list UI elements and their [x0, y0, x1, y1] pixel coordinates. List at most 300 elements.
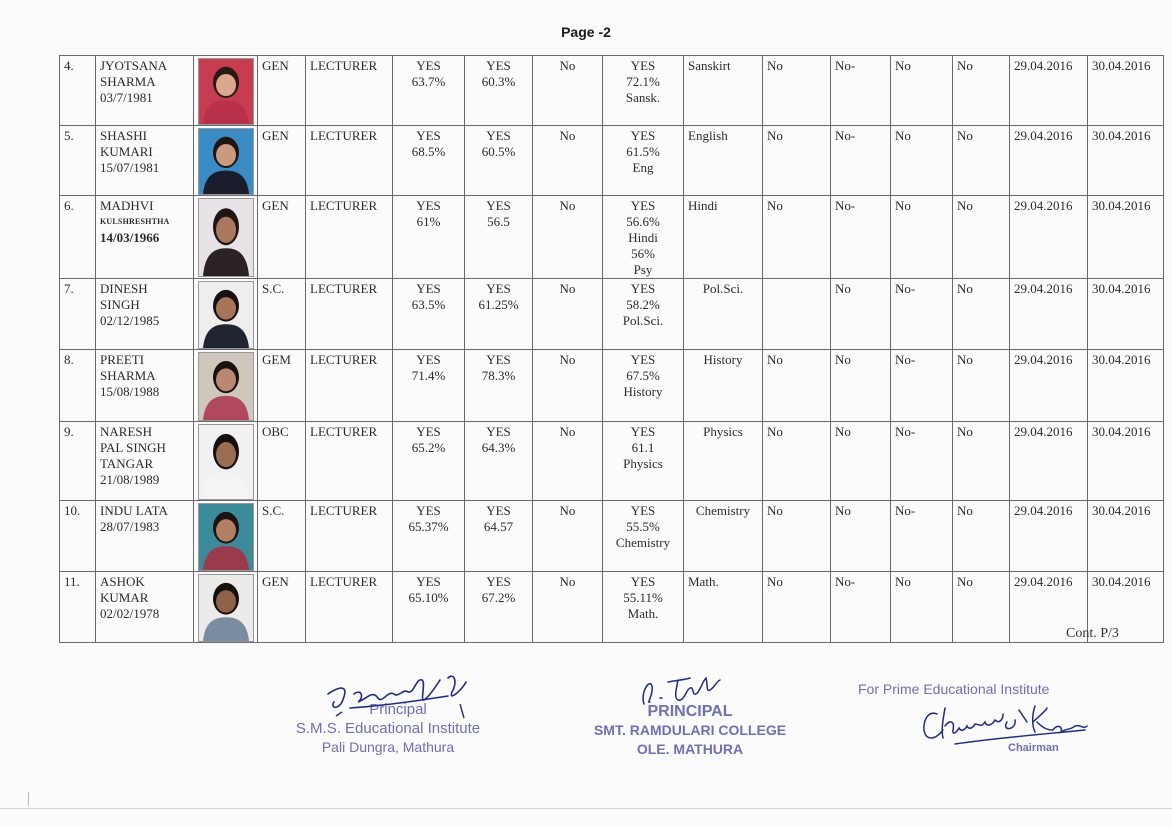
status-cell [763, 572, 831, 643]
status-cell [831, 572, 891, 643]
qualification-line: Eng [632, 160, 654, 175]
status-cell [831, 56, 891, 126]
status-cell [831, 422, 891, 501]
qualification-line: 61.5% [626, 144, 660, 159]
status-cell [763, 126, 831, 196]
candidate-name-line: DINESH [100, 281, 148, 296]
subject-value: Pol.Sci. [702, 281, 744, 296]
date-cell [1088, 56, 1164, 126]
status-value: No [559, 503, 576, 518]
qualification-line: 67.2% [481, 590, 516, 605]
date-from: 29.04.2016 [1014, 128, 1073, 143]
status-value: No [895, 574, 911, 589]
qualification-cell [603, 501, 684, 572]
subject-value: Physics [703, 424, 743, 439]
status-value: No- [835, 574, 856, 589]
table-row [60, 126, 1164, 196]
qualification-cell [465, 279, 533, 350]
date-from: 29.04.2016 [1014, 281, 1073, 296]
status-cell [891, 56, 953, 126]
qualification-line: YES [486, 352, 511, 367]
candidate-name-line: KUMARI [100, 144, 153, 159]
date-cell [1010, 279, 1088, 350]
qualification-cell [465, 572, 533, 643]
status-cell [891, 279, 953, 350]
qualification-cell [603, 279, 684, 350]
serial-cell [60, 501, 96, 572]
status-value: No- [895, 424, 916, 439]
date-to: 30.04.2016 [1092, 503, 1151, 518]
category-cell [258, 501, 306, 572]
subject-value: History [703, 352, 743, 367]
qualification-line: 56% [631, 246, 655, 261]
qualification-line: 65.37% [408, 519, 449, 534]
name-cell [96, 422, 194, 501]
status-cell [831, 126, 891, 196]
status-cell [953, 56, 1010, 126]
status-value: No [559, 424, 576, 439]
table-row [60, 56, 1164, 126]
serial-cell [60, 279, 96, 350]
date-of-birth: 02/12/1985 [100, 313, 160, 328]
qualification-cell [603, 422, 684, 501]
post-value: LECTURER [310, 352, 378, 367]
qualification-line: 78.3% [481, 368, 516, 383]
candidate-photo [198, 424, 254, 500]
date-cell [1010, 196, 1088, 279]
qualification-cell [465, 126, 533, 196]
serial-cell [60, 572, 96, 643]
date-cell [1010, 126, 1088, 196]
stamp-ramdulari-name: SMT. RAMDULARI COLLEGE [593, 722, 787, 738]
continuation-note: Cont. P/3 [1066, 626, 1119, 641]
date-from: 29.04.2016 [1014, 58, 1073, 73]
status-value: No- [895, 503, 916, 518]
date-to: 30.04.2016 [1092, 352, 1151, 367]
candidate-photo [198, 503, 254, 571]
signature-ramdulari-principal [630, 668, 740, 716]
qualification-line: 61.25% [478, 297, 519, 312]
status-value: No [895, 58, 911, 73]
date-cell [1088, 422, 1164, 501]
qualification-line: 61.1 [631, 440, 655, 455]
candidate-photo [198, 281, 254, 349]
qualification-line: YES [486, 503, 511, 518]
candidate-photo [198, 352, 254, 421]
qualification-cell [465, 422, 533, 501]
status-cell [763, 422, 831, 501]
stamp-ramdulari-place: OLE. MATHURA [636, 741, 744, 757]
qualification-line: YES [416, 424, 441, 439]
candidate-name-line: NARESH [100, 424, 153, 439]
serial-number: 4. [64, 58, 74, 73]
name-cell [96, 572, 194, 643]
category-value: GEM [262, 352, 291, 367]
category-cell [258, 279, 306, 350]
qualification-line: YES [416, 352, 441, 367]
status-value: No [767, 574, 783, 589]
stamp-prime-title: For Prime Educational Institute [858, 681, 1050, 697]
subject-cell [684, 501, 763, 572]
qualification-line: YES [416, 503, 441, 518]
qualification-line: YES [486, 58, 511, 73]
candidate-name-line: MADHVI [100, 198, 154, 213]
date-from: 29.04.2016 [1014, 424, 1073, 439]
stamp-sms-title: Principal [369, 701, 427, 718]
qualification-cell [465, 501, 533, 572]
date-of-birth: 21/08/1989 [100, 472, 160, 487]
qualification-cell [465, 350, 533, 422]
qualification-cell [603, 126, 684, 196]
status-cell [533, 572, 603, 643]
photo-cell [194, 196, 258, 279]
status-value: No [835, 503, 851, 518]
status-cell [763, 56, 831, 126]
candidate-name-line: KULSHRESHTHA [100, 217, 170, 226]
date-from: 29.04.2016 [1014, 198, 1073, 213]
candidate-name-line: SHASHI [100, 128, 147, 143]
qualification-line: Hindi [628, 230, 658, 245]
qualification-cell [603, 350, 684, 422]
qualification-line: YES [630, 574, 656, 589]
qualification-line: Pol.Sci. [622, 313, 664, 328]
table-row [60, 422, 1164, 501]
candidate-name-line: SHARMA [100, 368, 156, 383]
status-value: No [957, 352, 973, 367]
subject-cell [684, 422, 763, 501]
status-value: No [957, 503, 973, 518]
qualification-cell [393, 422, 465, 501]
qualification-line: YES [630, 58, 656, 73]
candidate-photo [198, 128, 254, 195]
status-cell [891, 126, 953, 196]
subject-cell [684, 196, 763, 279]
status-cell [533, 350, 603, 422]
status-cell [763, 196, 831, 279]
table-row [60, 196, 1164, 279]
qualification-line: 63.5% [411, 297, 446, 312]
date-cell [1088, 196, 1164, 279]
stamp-ramdulari-title: PRINCIPAL [647, 703, 733, 720]
qualification-line: YES [486, 198, 511, 213]
status-cell [953, 126, 1010, 196]
stamp-prime-role: Chairman [1008, 742, 1059, 754]
candidate-photo [198, 58, 254, 125]
qualification-line: YES [416, 281, 441, 296]
post-value: LECTURER [310, 281, 378, 296]
status-cell [953, 501, 1010, 572]
name-cell [96, 501, 194, 572]
category-value: GEN [262, 198, 289, 213]
scan-edge-mark [28, 792, 29, 806]
subject-value: English [688, 128, 728, 143]
photo-cell [194, 350, 258, 422]
candidate-name-line: TANGAR [100, 456, 154, 471]
qualification-line: 68.5% [411, 144, 446, 159]
stamp-prime-institute [858, 680, 1088, 699]
candidate-name-line: KUMAR [100, 590, 149, 605]
name-cell [96, 196, 194, 279]
post-value: LECTURER [310, 198, 378, 213]
date-cell [1010, 56, 1088, 126]
post-value: LECTURER [310, 424, 378, 439]
qualification-cell [465, 56, 533, 126]
qualification-line: YES [416, 574, 441, 589]
candidate-photo [198, 198, 254, 277]
qualification-line: 72.1% [626, 74, 660, 89]
subject-cell [684, 126, 763, 196]
post-value: LECTURER [310, 58, 378, 73]
date-of-birth: 15/07/1981 [100, 160, 160, 175]
status-cell [831, 279, 891, 350]
category-value: GEN [262, 58, 289, 73]
date-to: 30.04.2016 [1092, 128, 1151, 143]
qualification-line: 60.5% [481, 144, 516, 159]
post-cell [306, 572, 393, 643]
qualification-line: 56.5 [487, 214, 510, 229]
candidate-table [59, 55, 1164, 643]
date-to: 30.04.2016 [1092, 58, 1151, 73]
subject-cell [684, 350, 763, 422]
table-row [60, 279, 1164, 350]
qualification-line: YES [486, 424, 511, 439]
qualification-line: YES [416, 128, 441, 143]
qualification-line: YES [486, 128, 511, 143]
serial-cell [60, 422, 96, 501]
category-value: GEN [262, 574, 289, 589]
signature-sms-principal [320, 664, 490, 724]
post-value: LECTURER [310, 128, 378, 143]
serial-number: 5. [64, 128, 74, 143]
date-to: 30.04.2016 [1092, 198, 1151, 213]
status-value: No- [835, 58, 856, 73]
status-cell [953, 350, 1010, 422]
qualification-cell [465, 196, 533, 279]
status-cell [953, 196, 1010, 279]
status-cell [953, 422, 1010, 501]
qualification-cell [393, 56, 465, 126]
status-value: No [767, 424, 783, 439]
post-cell [306, 279, 393, 350]
qualification-cell [393, 501, 465, 572]
qualification-cell [393, 350, 465, 422]
status-value: No [559, 352, 576, 367]
qualification-line: 55.11% [623, 590, 663, 605]
category-value: S.C. [262, 503, 285, 518]
date-of-birth: 15/08/1988 [100, 384, 160, 399]
status-value: No [957, 574, 973, 589]
qualification-line: Psy [633, 262, 653, 277]
serial-cell [60, 56, 96, 126]
qualification-line: 63.7% [411, 74, 446, 89]
qualification-line: 56.6% [626, 214, 660, 229]
status-cell [953, 279, 1010, 350]
status-value: No- [895, 281, 916, 296]
post-cell [306, 350, 393, 422]
qualification-line: 71.4% [411, 368, 446, 383]
status-value: No [957, 58, 973, 73]
date-cell [1010, 350, 1088, 422]
qualification-line: Math. [627, 606, 659, 621]
status-value: No [957, 281, 973, 296]
status-cell [533, 279, 603, 350]
status-cell [953, 572, 1010, 643]
status-value: No [767, 58, 783, 73]
status-value: No [559, 128, 576, 143]
category-value: OBC [262, 424, 289, 439]
date-cell [1088, 126, 1164, 196]
qualification-cell [603, 56, 684, 126]
subject-value: Math. [688, 574, 719, 589]
date-cell [1088, 279, 1164, 350]
status-cell [891, 196, 953, 279]
date-cell [1088, 501, 1164, 572]
qualification-line: 64.3% [481, 440, 516, 455]
subject-cell [684, 56, 763, 126]
table-row [60, 501, 1164, 572]
status-cell [891, 572, 953, 643]
status-value: No [559, 574, 576, 589]
qualification-line: YES [630, 503, 656, 518]
qualification-line: YES [416, 198, 441, 213]
stamp-sms-name: S.M.S. Educational Institute [295, 720, 481, 737]
date-of-birth: 14/03/1966 [100, 230, 160, 245]
serial-cell [60, 350, 96, 422]
photo-cell [194, 422, 258, 501]
photo-cell [194, 56, 258, 126]
category-cell [258, 572, 306, 643]
date-cell [1010, 501, 1088, 572]
qualification-line: Chemistry [615, 535, 671, 550]
qualification-cell [393, 572, 465, 643]
status-value: No [767, 198, 783, 213]
serial-number: 6. [64, 198, 74, 213]
qualification-line: Physics [623, 456, 663, 471]
qualification-cell [393, 196, 465, 279]
date-from: 29.04.2016 [1014, 574, 1073, 589]
candidate-name-line: SINGH [100, 297, 140, 312]
post-cell [306, 126, 393, 196]
category-cell [258, 56, 306, 126]
qualification-line: 65.10% [408, 590, 449, 605]
date-to: 30.04.2016 [1092, 574, 1151, 589]
status-value: No [895, 128, 911, 143]
status-value: No [957, 128, 973, 143]
candidate-name-line: INDU LATA [100, 503, 168, 518]
qualification-cell [393, 126, 465, 196]
qualification-line: 65.2% [411, 440, 446, 455]
date-to: 30.04.2016 [1092, 281, 1151, 296]
status-value: No [957, 198, 973, 213]
serial-cell [60, 126, 96, 196]
date-of-birth: 28/07/1983 [100, 519, 160, 534]
date-from: 29.04.2016 [1014, 503, 1073, 518]
serial-number: 9. [64, 424, 74, 439]
status-cell [891, 422, 953, 501]
serial-number: 8. [64, 352, 74, 367]
category-cell [258, 126, 306, 196]
qualification-line: 55.5% [626, 519, 660, 534]
candidate-name-line: JYOTSANA [100, 58, 168, 73]
post-cell [306, 422, 393, 501]
status-cell [763, 501, 831, 572]
qualification-line: 58.2% [626, 297, 660, 312]
name-cell [96, 279, 194, 350]
status-value: No [559, 281, 576, 296]
status-cell [533, 56, 603, 126]
post-value: LECTURER [310, 503, 378, 518]
date-of-birth: 02/02/1978 [100, 606, 160, 621]
serial-number: 11. [64, 574, 80, 589]
status-value: No [559, 58, 576, 73]
qualification-line: Sansk. [625, 90, 661, 105]
category-value: GEN [262, 128, 289, 143]
qualification-line: YES [486, 281, 511, 296]
qualification-line: YES [486, 574, 511, 589]
qualification-line: YES [630, 198, 656, 213]
qualification-line: YES [630, 424, 656, 439]
table-row [60, 350, 1164, 422]
photo-cell [194, 572, 258, 643]
stamp-sms-place: Pali Dungra, Mathura [321, 739, 455, 755]
date-of-birth: 03/7/1981 [100, 90, 153, 105]
status-value: No- [835, 198, 856, 213]
status-cell [533, 196, 603, 279]
photo-cell [194, 126, 258, 196]
page-number-header: Page -2 [561, 24, 611, 40]
status-value: No [767, 352, 783, 367]
subject-cell [684, 572, 763, 643]
qualification-line: YES [630, 128, 656, 143]
post-value: LECTURER [310, 574, 378, 589]
serial-number: 7. [64, 281, 74, 296]
date-cell [1088, 350, 1164, 422]
subject-value: Sanskirt [688, 58, 731, 73]
serial-number: 10. [64, 503, 81, 518]
status-cell [533, 501, 603, 572]
status-cell [533, 126, 603, 196]
qualification-cell [603, 572, 684, 643]
photo-cell [194, 501, 258, 572]
status-cell [533, 422, 603, 501]
status-value: No- [835, 128, 856, 143]
qualification-line: 67.5% [626, 368, 660, 383]
subject-value: Chemistry [695, 503, 751, 518]
status-value: No [559, 198, 576, 213]
serial-cell [60, 196, 96, 279]
status-cell [763, 279, 831, 350]
category-cell [258, 196, 306, 279]
qualification-line: 64.57 [483, 519, 514, 534]
status-cell [831, 501, 891, 572]
name-cell [96, 56, 194, 126]
name-cell [96, 350, 194, 422]
date-from: 29.04.2016 [1014, 352, 1073, 367]
status-cell [891, 501, 953, 572]
status-value: No [957, 424, 973, 439]
status-cell [891, 350, 953, 422]
status-value: No [835, 352, 851, 367]
scan-edge-line [0, 808, 1172, 809]
photo-cell [194, 279, 258, 350]
date-cell [1010, 422, 1088, 501]
candidate-name-line: PREETI [100, 352, 145, 367]
qualification-line: 61% [416, 214, 441, 229]
subject-value: Hindi [688, 198, 718, 213]
qualification-line: YES [630, 281, 656, 296]
status-cell [831, 350, 891, 422]
status-value: No [835, 281, 851, 296]
